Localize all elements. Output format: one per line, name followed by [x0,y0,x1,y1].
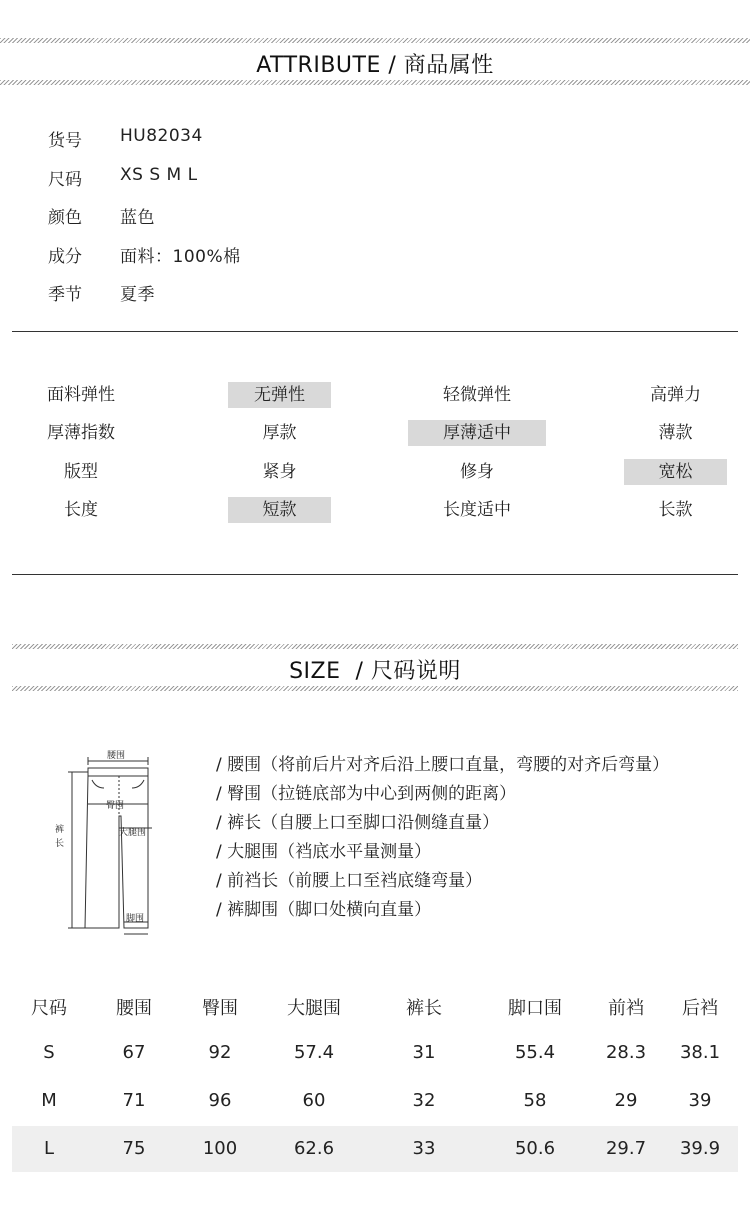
attr-label: 货号 [48,131,82,151]
table-cell: 71 [122,1090,146,1111]
header-cell: 前裆 [608,998,644,1019]
size-hatch-bottom [12,686,738,691]
table-cell: 60 [302,1090,326,1111]
header-cell: 脚口围 [508,998,562,1019]
table-cell: 39 [688,1090,712,1111]
divider-attributes [12,331,738,332]
table-row [12,1030,738,1076]
table-cell: 29.7 [605,1138,647,1159]
size-title: SIZE / 尺码说明 [289,659,461,684]
table-cell: 31 [412,1042,436,1063]
header-cell: 裤长 [406,998,442,1019]
feature-row-thickness [0,420,750,446]
attr-value: 夏季 [120,285,155,305]
table-cell: 58 [523,1090,547,1111]
table-cell: 57.4 [293,1042,335,1063]
attr-label: 成分 [48,247,82,267]
legend-item: / 臀围（拉链底部为中心到两侧的距离） [216,784,517,804]
attr-label: 颜色 [48,208,82,228]
attr-value: XS S M L [120,165,198,185]
feature-label: 面料弹性 [47,385,115,405]
table-cell: 67 [122,1042,146,1063]
header-cell: 后裆 [682,998,718,1019]
feature-option: 厚薄适中 [408,420,546,446]
feature-label: 长度 [64,500,98,520]
size-hatch-top [12,644,738,649]
pants-diagram [48,744,160,940]
table-cell: 92 [208,1042,232,1063]
legend-item: / 前裆长（前腰上口至裆底缝弯量） [216,871,483,891]
legend-item: / 大腿围（裆底水平量测量） [216,842,432,862]
attr-value: 面料：100%棉 [120,247,241,267]
feature-option: 长款 [658,500,693,520]
table-cell: 75 [122,1138,146,1159]
table-cell: 96 [208,1090,232,1111]
header-cell: 腰围 [116,998,152,1019]
table-row [12,1078,738,1124]
feature-row-length [0,497,750,523]
table-cell: 28.3 [605,1042,647,1063]
legend-item: / 裤长（自腰上口至脚口沿侧缝直量） [216,813,500,833]
table-cell: L [43,1138,55,1159]
feature-option: 高弹力 [650,385,701,405]
table-cell: 62.6 [293,1138,335,1159]
diagram-label-hip: 臀围 [106,801,125,811]
table-cell: M [41,1090,57,1111]
feature-option: 轻微弹性 [443,385,511,405]
feature-option: 无弹性 [228,382,331,408]
feature-option: 短款 [228,497,331,523]
feature-option: 厚款 [262,423,297,443]
feature-label: 版型 [64,462,98,482]
header-cell: 大腿围 [287,998,341,1019]
attribute-hatch-top [0,38,750,43]
legend-item: / 腰围（将前后片对齐后沿上腰口直量，弯腰的对齐后弯量） [216,755,670,775]
table-cell: 38.1 [679,1042,721,1063]
header-cell: 臀围 [202,998,238,1019]
table-cell: 39.9 [679,1138,721,1159]
feature-option: 紧身 [262,462,297,482]
table-cell: 50.6 [514,1138,556,1159]
attr-value: 蓝色 [120,208,155,228]
diagram-label-thigh: 大腿围 [119,828,147,838]
header-cell: 尺码 [31,998,67,1019]
table-cell: 29 [614,1090,638,1111]
attr-value: HU82034 [120,126,203,146]
attr-label: 季节 [48,285,82,305]
legend-item: / 裤脚围（脚口处横向直量） [216,900,432,920]
table-cell: 32 [412,1090,436,1111]
attr-label: 尺码 [48,170,82,190]
feature-option: 宽松 [624,459,727,485]
table-cell: S [43,1042,55,1063]
diagram-label-length: 裤长 [55,825,65,849]
feature-row-fit [0,459,750,485]
diagram-label-hem: 脚围 [126,914,145,924]
feature-option: 修身 [460,462,494,482]
diagram-label-waist: 腰围 [107,751,126,761]
feature-label: 厚薄指数 [47,423,115,443]
feature-row-elasticity [0,382,750,408]
divider-features [12,574,738,575]
feature-option: 薄款 [658,423,693,443]
size-table-header [12,986,738,1032]
table-cell: 33 [412,1138,436,1159]
table-cell: 55.4 [514,1042,556,1063]
table-row [12,1126,738,1172]
table-cell: 100 [202,1138,238,1159]
attribute-title: ATTRIBUTE / 商品属性 [256,53,494,78]
attribute-hatch-bottom [0,80,750,85]
feature-option: 长度适中 [443,500,511,520]
